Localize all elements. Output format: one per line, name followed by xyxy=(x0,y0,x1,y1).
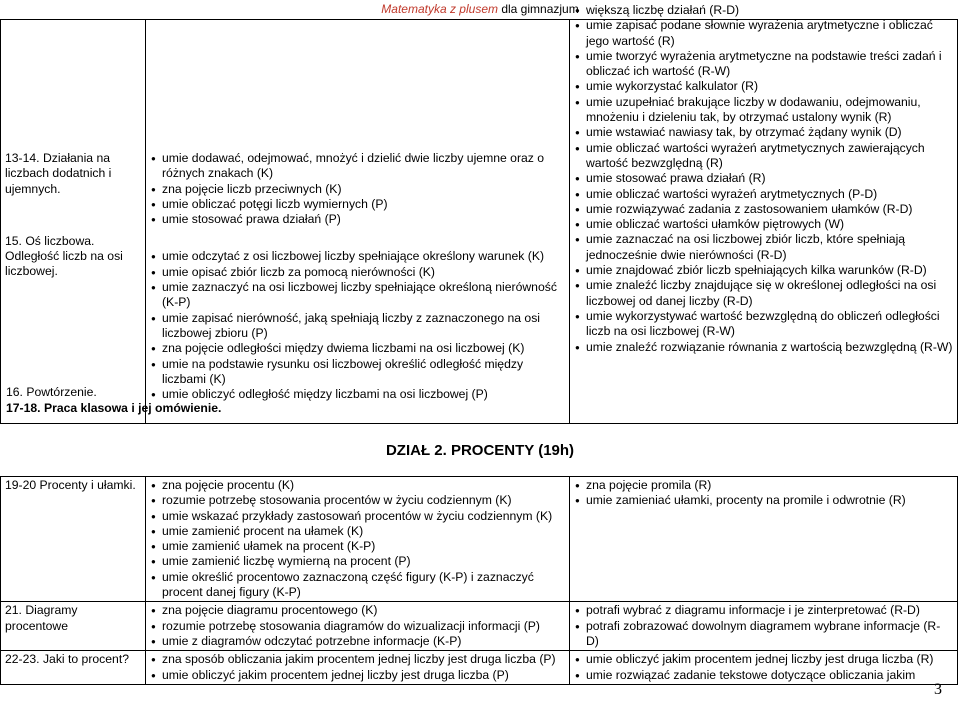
lesson-cell xyxy=(1,20,146,424)
extended-requirements-cell xyxy=(570,651,958,685)
list-item: ● umie obliczać wartości wyrażeń arytmetycznych zawierających wartość bezwzględną (R) xyxy=(574,141,953,172)
requirements-list xyxy=(150,151,565,227)
list-item: ● umie zapisać podane słownie wyrażenia arytmetyczne i obliczać jego wartość (R) xyxy=(574,18,953,49)
list-item: ● rozumie potrzebę stosowania procentów w życiu codziennym (K) xyxy=(150,493,565,508)
requirements-list xyxy=(150,603,565,649)
table-row xyxy=(1,20,958,424)
basic-requirements-cell xyxy=(146,477,570,602)
lesson-cell: 22-23. Jaki to procent? xyxy=(1,651,146,685)
header-brand: Matematyka z plusem xyxy=(381,2,498,16)
list-item: ● umie obliczyć jakim procentem jednej liczby jest druga liczba (R) xyxy=(574,652,953,667)
list-item: ● potrafi zobrazować dowolnym diagramem wybrane informacje (R-D) xyxy=(574,619,953,650)
list-item: ● potrafi wybrać z diagramu informacje i je zinterpretować (R-D) xyxy=(574,603,953,618)
list-item: ● zna sposób obliczania jakim procentem jednej liczby jest druga liczba (P) xyxy=(150,652,565,667)
requirements-list xyxy=(150,249,565,402)
list-item: ● umie na podstawie rysunku osi liczbowej określić odległość między liczbami (K) xyxy=(150,357,565,388)
list-item: ● rozumie potrzebę stosowania diagramów do wizualizacji informacji (P) xyxy=(150,619,565,634)
list-item: ● umie z diagramów odczytać potrzebne informacje (K-P) xyxy=(150,634,565,649)
requirements-list xyxy=(150,652,565,683)
list-item: ● umie obliczyć jakim procentem jednej liczby jest druga liczba (P) xyxy=(150,668,565,683)
list-item: ● umie wstawiać nawiasy tak, by otrzymać żądany wynik (D) xyxy=(574,125,953,140)
requirements-list xyxy=(150,478,565,600)
list-item: ● umie obliczać wartości wyrażeń arytmetycznych (P-D) xyxy=(574,187,953,202)
requirements-list xyxy=(574,652,953,683)
list-item: ● umie wskazać przykłady zastosowań procentów w życiu codziennym (K) xyxy=(150,509,565,524)
list-item: ● umie tworzyć wyrażenia arytmetyczne na podstawie treści zadań i obliczać ich wartość (R-W) xyxy=(574,49,953,80)
lesson-title: 13-14. Działania na liczbach dodatnich i ujemnych. xyxy=(5,151,112,196)
list-item: ● umie znajdować zbiór liczb spełniających kilka warunków (R-D) xyxy=(574,263,953,278)
list-item: ● umie zapisać nierówność, jaką spełniają liczby z zaznaczonego na osi liczbowej zbioru (P) xyxy=(150,311,565,342)
list-item: ● zna pojęcie diagramu procentowego (K) xyxy=(150,603,565,618)
list-item: ● umie zaznaczać na osi liczbowej zbiór liczb, które spełniają jednocześnie dwie nierówności (R-D) xyxy=(574,232,953,263)
list-item: ● umie stosować prawa działań (P) xyxy=(150,212,565,227)
list-item: ● umie obliczyć odległość między liczbami na osi liczbowej (P) xyxy=(150,387,565,402)
list-item: ● umie znaleźć rozwiązanie równania z wartością bezwzględną (R-W) xyxy=(574,340,953,355)
list-item: ● umie znaleźć liczby znajdujące się w określonej odległości na osi liczbowej od danej liczby (R-D) xyxy=(574,278,953,309)
lesson-cell: 19-20 Procenty i ułamki. xyxy=(1,477,146,602)
list-item: ● umie zaznaczyć na osi liczbowej liczby spełniające określoną nierówność (K-P) xyxy=(150,280,565,311)
list-item: ● umie wykorzystywać wartość bezwzględną do obliczeń odległości liczb na osi liczbowej (R-W) xyxy=(574,309,953,340)
list-item: ● umie obliczać potęgi liczb wymiernych (P) xyxy=(150,197,565,212)
extended-requirements-cell xyxy=(570,602,958,651)
list-item: ● umie wykorzystać kalkulator (R) xyxy=(574,79,953,94)
list-item: ● umie uzupełniać brakujące liczby w dodawaniu, odejmowaniu, mnożeniu i dzieleniu tak, by otrzymać ustalony wynik (R) xyxy=(574,95,953,126)
list-item: ● umie zamieniać ułamki, procenty na promile i odwrotnie (R) xyxy=(574,493,953,508)
list-item: ● umie rozwiązywać zadania z zastosowaniem ułamków (R-D) xyxy=(574,202,953,217)
list-item: ● zna pojęcie odległości między dwiema liczbami na osi liczbowej (K) xyxy=(150,341,565,356)
list-item: ● umie dodawać, odejmować, mnożyć i dzielić dwie liczby ujemne oraz o różnych znakach (K) xyxy=(150,151,565,182)
table-row xyxy=(1,477,958,602)
extended-requirements-cell xyxy=(570,477,958,602)
requirements-list xyxy=(574,3,953,355)
list-item: ● umie określić procentowo zaznaczoną część figury (K-P) i zaznaczyć procent danej figury (K-P) xyxy=(150,570,565,601)
basic-requirements-cell xyxy=(146,602,570,651)
competency-table-2 xyxy=(0,476,958,685)
list-item: ● umie zamienić liczbę wymierną na procent (P) xyxy=(150,554,565,569)
list-item: ● umie zamienić procent na ułamek (K) xyxy=(150,524,565,539)
requirements-list xyxy=(574,603,953,649)
table-row xyxy=(1,651,958,685)
list-item: ● umie rozwiązać zadanie tekstowe dotyczące obliczania jakim xyxy=(574,668,953,683)
table-row xyxy=(1,602,958,651)
lesson-title: 15. Oś liczbowa. Odległość liczb na osi liczbowej. xyxy=(5,233,123,279)
basic-requirements-cell xyxy=(146,20,570,424)
page-number: 3 xyxy=(934,681,942,698)
header-rest: dla gimnazjum xyxy=(498,2,579,16)
lesson-cell: 21. Diagramy procentowe xyxy=(1,602,146,651)
section-title: DZIAŁ 2. PROCENTY (19h) xyxy=(385,442,575,459)
list-item: ● umie obliczać wartości ułamków piętrowych (W) xyxy=(574,217,953,232)
list-item: ● zna pojęcie procentu (K) xyxy=(150,478,565,493)
list-item: ● zna pojęcie liczb przeciwnych (K) xyxy=(150,182,565,197)
basic-requirements-cell xyxy=(146,651,570,685)
list-item: ● większą liczbę działań (R-D) xyxy=(574,3,953,18)
lesson-test: 17-18. Praca klasowa i jej omówienie. xyxy=(6,401,222,415)
list-item: ● umie odczytać z osi liczbowej liczby spełniające określony warunek (K) xyxy=(150,249,565,264)
list-item: ● umie stosować prawa działań (R) xyxy=(574,171,953,186)
list-item: ● umie opisać zbiór liczb za pomocą nierówności (K) xyxy=(150,265,565,280)
requirements-list xyxy=(574,478,953,509)
list-item: ● zna pojęcie promila (R) xyxy=(574,478,953,493)
extended-requirements-cell xyxy=(570,3,958,424)
lesson-review: 16. Powtórzenie. xyxy=(6,385,97,399)
list-item: ● umie zamienić ułamek na procent (K-P) xyxy=(150,539,565,554)
